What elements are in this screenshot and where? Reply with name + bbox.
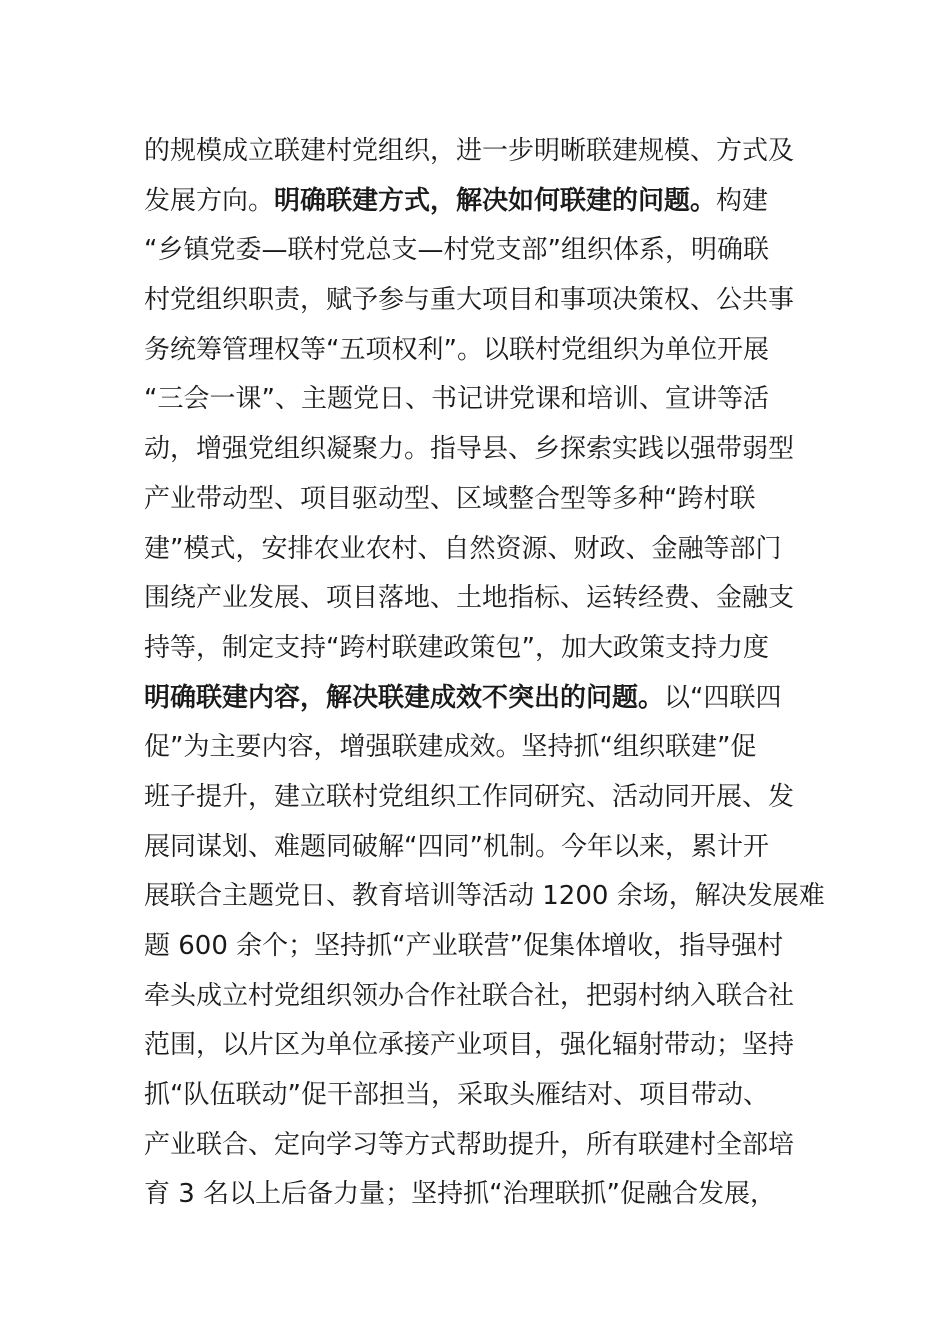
- text-line: 展同谋划、难题同破解“四同”机制。今年以来，累计开: [144, 831, 769, 862]
- text-line: 村党组织职责，赋予参与重大项目和事项决策权、公共事: [144, 285, 795, 316]
- text-line: “三会一课”、主题党日、书记讲党课和培训、宣讲等活: [144, 384, 769, 415]
- text-line: 务统筹管理权等“五项权利”。以联村党组织为单位开展: [144, 334, 769, 365]
- line-text-pre: 发展方向。: [144, 185, 275, 216]
- line-text-post: 以“四联四: [664, 682, 782, 713]
- text-line: 持等，制定支持“跨村联建政策包”，加大政策支持力度: [144, 632, 769, 663]
- text-line: 范围，以片区为单位承接产业项目，强化辐射带动；坚持: [144, 1030, 795, 1061]
- text-line: 产业联合、定向学习等方式帮助提升，所有联建村全部培: [144, 1129, 795, 1160]
- text-line: 动，增强党组织凝聚力。指导县、乡探索实践以强带弱型: [144, 434, 795, 465]
- text-line: 抓“队伍联动”促干部担当，采取头雁结对、项目带动、: [144, 1080, 769, 1111]
- text-line: 牵头成立村党组织领办合作社联合社，把弱村纳入联合社: [144, 980, 795, 1011]
- text-line: 题 600 余个；坚持抓“产业联营”促集体增收，指导强村: [144, 931, 784, 961]
- text-line: 围绕产业发展、项目落地、土地指标、运转经费、金融支: [144, 583, 795, 614]
- text-line: [144, 674, 814, 724]
- text-line: 的规模成立联建村党组织，进一步明晰联建规模、方式及: [144, 136, 795, 166]
- text-line: 建”模式，安排农业农村、自然资源、财政、金融等部门: [144, 533, 782, 564]
- bold-heading-phrase: 明确联建内容，解决联建成效不突出的问题。: [144, 682, 665, 713]
- text-line: 促”为主要内容，增强联建成效。坚持抓“组织联建”促: [144, 732, 757, 763]
- text-line: 育 3 名以上后备力量；坚持抓“治理联抓”促融合发展，: [144, 1179, 777, 1210]
- text-line: 展联合主题党日、教育培训等活动 1200 余场，解决发展难: [144, 881, 825, 912]
- text-line: “乡镇党委—联村党总支—村党支部”组织体系，明确联: [144, 235, 769, 266]
- body-paragraph: [144, 127, 825, 1220]
- text-line: [144, 177, 814, 227]
- text-line: 产业带动型、项目驱动型、区域整合型等多种“跨村联: [144, 483, 756, 514]
- line-text-post: 构建: [716, 185, 769, 216]
- text-line: 班子提升，建立联村党组织工作同研究、活动同开展、发: [144, 781, 795, 812]
- bold-heading-phrase: 明确联建方式，解决如何联建的问题。: [274, 185, 717, 216]
